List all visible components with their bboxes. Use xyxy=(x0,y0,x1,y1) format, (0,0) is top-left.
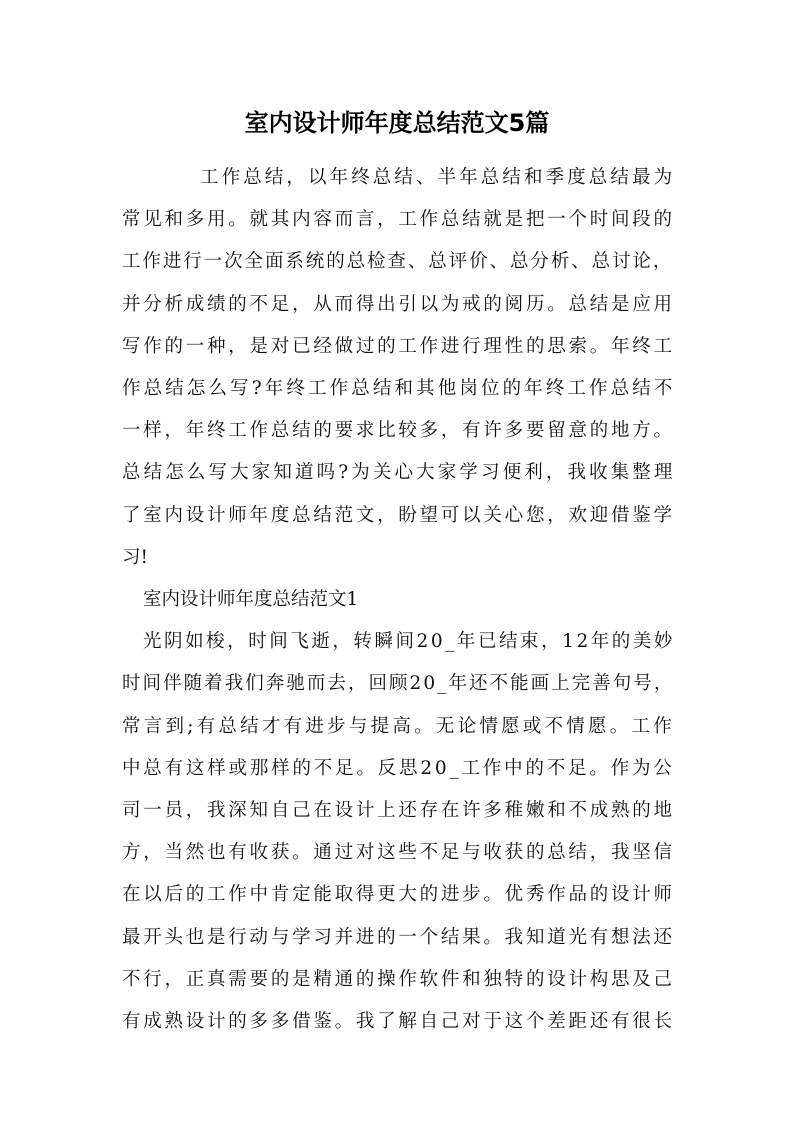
body-line: 了室内设计师年度总结范文，盼望可以关心您，欢迎借鉴学 xyxy=(122,504,675,526)
body-line: 时间伴随着我们奔驰而去，回顾20_年还不能画上完善句号， xyxy=(122,673,675,695)
body-line: 常见和多用。就其内容而言，工作总结就是把一个时间段的 xyxy=(122,209,675,231)
body-line: 方，当然也有收获。通过对这些不足与收获的总结，我坚信 xyxy=(122,842,675,864)
body-line: 工作总结，以年终总结、半年总结和季度总结最为 xyxy=(200,167,676,188)
body-line: 作总结怎么写?年终工作总结和其他岗位的年终工作总结不 xyxy=(122,378,676,399)
body-line: 一样，年终工作总结的要求比较多，有许多要留意的地方。 xyxy=(122,420,675,442)
body-line: 工作进行一次全面系统的总检查、总评价、总分析、总讨论， xyxy=(122,251,674,273)
body-line: 有成熟设计的多多借鉴。我了解自己对于这个差距还有很长 xyxy=(122,1011,675,1032)
body-line: 并分析成绩的不足，从而得出引以为戒的阅历。总结是应用 xyxy=(122,293,675,315)
body-line: 不行，正真需要的是精通的操作软件和独特的设计构思及己 xyxy=(122,968,675,990)
body-line: 最开头也是行动与学习并进的一个结果。我知道光有想法还 xyxy=(122,926,675,948)
body-line: 写作的一种，是对已经做过的工作进行理性的思索。年终工 xyxy=(122,335,675,357)
body-line: 习! xyxy=(122,546,148,568)
body-line: 中总有这样或那样的不足。反思20_工作中的不足。作为公 xyxy=(122,757,675,779)
body-line: 司一员，我深知自己在设计上还存在许多稚嫩和不成熟的地 xyxy=(122,800,675,821)
body-line: 总结怎么写大家知道吗?为关心大家学习便利，我收集整理 xyxy=(122,462,676,484)
body-line: 光阴如梭，时间飞逝，转瞬间20_年已结束，12年的美妙 xyxy=(143,631,675,653)
body-line: 在以后的工作中肯定能取得更大的进步。优秀作品的设计师 xyxy=(122,884,675,906)
body-line: 常言到;有总结才有进步与提高。无论情愿或不情愿。工作 xyxy=(122,715,675,737)
section-heading: 室内设计师年度总结范文1 xyxy=(143,589,359,610)
document-title: 室内设计师年度总结范文5篇 xyxy=(244,109,550,137)
